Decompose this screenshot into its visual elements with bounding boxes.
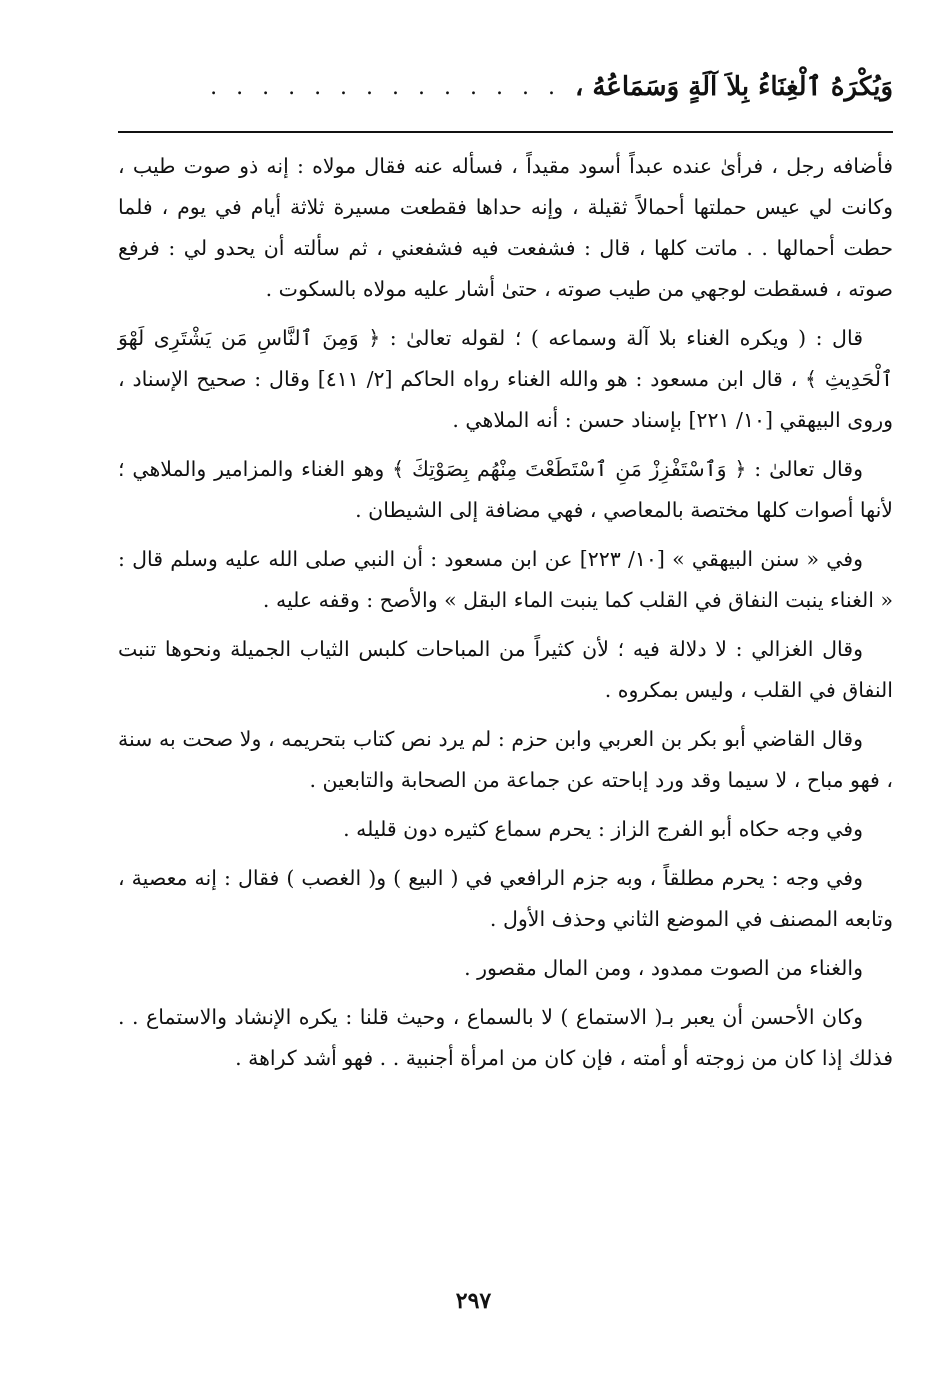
paragraph: وفي وجه حكاه أبو الفرج الزاز : يحرم سماع كثيره دون قليله . — [343, 817, 863, 841]
paragraph: وقال القاضي أبو بكر بن العربي وابن حزم : لم يرد نص كتاب بتحريمه ، ولا صحت به سنة ، فهو مباح ، لا سيما وقد ورد إباحته عن جماعة من الصحابة والتابعين . — [118, 727, 893, 792]
running-header — [118, 60, 893, 114]
header-title: وَيُكْرَهُ ٱلْغِنَاءُ بِلاَ آلَةٍ وَسَمَاعُهُ ، — [574, 72, 893, 102]
header-divider — [118, 131, 893, 133]
header-dot-leader: . . . . . . . . . . . . . . — [210, 74, 561, 100]
paragraph: وفي « سنن البيهقي » [١٠/ ٢٢٣] عن ابن مسعود : أن النبي صلى الله عليه وسلم قال : « الغناء ينبت النفاق في القلب كما ينبت الماء البقل » والأصح : وقفه عليه . — [118, 547, 893, 612]
paragraph: وكان الأحسن أن يعبر بـ( الاستماع ) لا بالسماع ، وحيث قلنا : يكره الإنشاد والاستماع . . فذلك إذا كان من زوجته أو أمته ، فإن كان من امرأة أجنبية . . فهو أشد كراهة . — [118, 1005, 893, 1070]
paragraph: قال : ( ويكره الغناء بلا آلة وسماعه ) ؛ لقوله تعالىٰ : ﴿ وَمِنَ ٱلنَّاسِ مَن يَشْتَرِى لَهْوَ ٱلْحَدِيثِ ﴾ ، قال ابن مسعود : هو والله الغناء رواه الحاكم [٢/ ٤١١] وقال : صحيح الإسناد ، وروى البيهقي [١٠/ ٢٢١] بإسناد حسن : أنه الملاهي . — [118, 326, 893, 432]
paragraph: فأضافه رجل ، فرأىٰ عنده عبداً أسود مقيداً ، فسأله عنه فقال مولاه : إنه ذو صوت طيب ، وكانت لي عيس حملتها أحمالاً ثقيلة ، وإنه حداها فقطعت مسيرة ثلاثة أيام في يوم ، فلما حطت أحمالها . . ماتت كلها ، قال : فشفعت فيه فشفعني ، ثم سألته أن يحدو لي : فرفع صوته ، فسقطت لوجهي من طيب صوته ، حتىٰ أشار عليه مولاه بالسكوت . — [118, 154, 893, 301]
page-number: ٢٩٧ — [455, 1288, 492, 1314]
paragraph: وفي وجه : يحرم مطلقاً ، وبه جزم الرافعي في ( البيع ) و( الغصب ) فقال : إنه معصية ، وتابعه المصنف في الموضع الثاني وحذف الأول . — [118, 866, 893, 931]
paragraph: والغناء من الصوت ممدود ، ومن المال مقصور . — [464, 956, 863, 980]
paragraph: وقال تعالىٰ : ﴿ وَٱسْتَفْزِزْ مَنِ ٱسْتَطَعْتَ مِنْهُم بِصَوْتِكَ ﴾ وهو الغناء والمزامير والملاهي ؛ لأنها أصوات كلها مختصة بالمعاصي ، فهي مضافة إلى الشيطان . — [118, 457, 893, 522]
paragraph: وقال الغزالي : لا دلالة فيه ؛ لأن كثيراً من المباحات كلبس الثياب الجميلة ونحوها تنبت النفاق في القلب ، وليس بمكروه . — [118, 637, 893, 702]
body-text — [118, 146, 893, 1087]
